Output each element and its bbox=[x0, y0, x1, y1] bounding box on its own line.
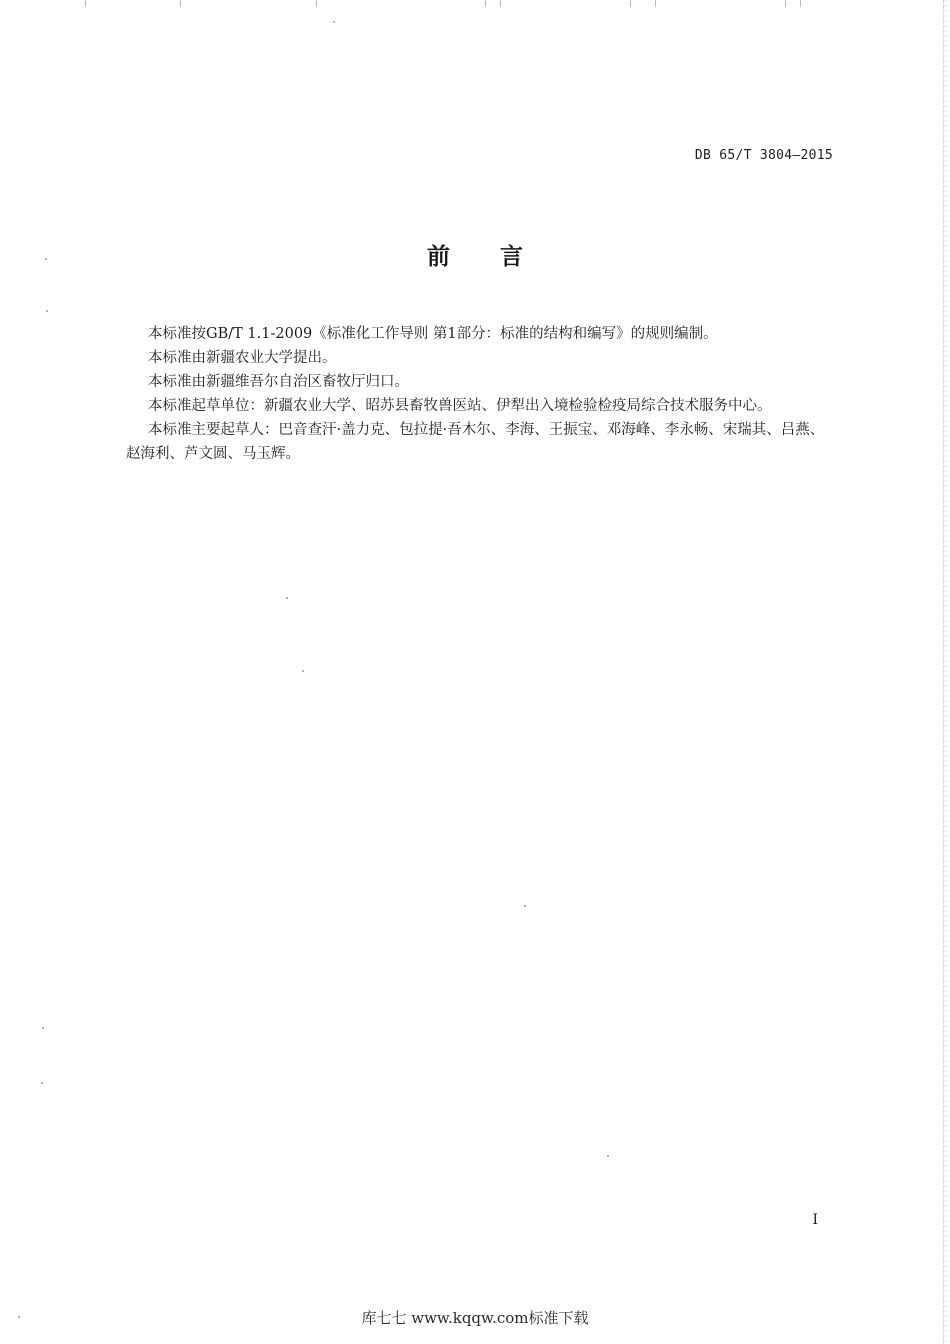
foreword-body bbox=[126, 322, 836, 466]
scan-tick bbox=[785, 0, 786, 7]
scan-right-edge bbox=[943, 0, 948, 1344]
scan-speck bbox=[333, 21, 335, 23]
scan-speck bbox=[42, 1027, 44, 1029]
scan-tick bbox=[655, 0, 656, 7]
paragraph-under-jurisdiction: 本标准由新疆维吾尔自治区畜牧厅归口。 bbox=[148, 374, 409, 390]
standard-number: DB 65/T 3804—2015 bbox=[694, 148, 833, 163]
footer-watermark: 库七七 www.kqqw.com标准下载 bbox=[361, 1309, 589, 1327]
scan-speck bbox=[607, 1155, 609, 1157]
paragraph-drafting-units: 本标准起草单位：新疆农业大学、昭苏县畜牧兽医站、伊犁出入境检验检疫局综合技术服务中心。 bbox=[148, 398, 772, 414]
scan-speck bbox=[41, 1082, 43, 1084]
scan-tick bbox=[800, 0, 801, 7]
scan-tick bbox=[630, 0, 631, 7]
paragraph-drafting-rules: 本标准按GB/T 1.1-2009《标准化工作导则 第1部分：标准的结构和编写》的规则编制。 bbox=[148, 326, 718, 342]
scan-speck bbox=[286, 597, 288, 599]
scan-tick bbox=[485, 0, 486, 7]
scan-tick bbox=[500, 0, 501, 7]
scan-top-edge bbox=[0, 0, 950, 8]
scan-speck bbox=[302, 670, 304, 672]
paragraph-proposed-by: 本标准由新疆农业大学提出。 bbox=[148, 350, 337, 366]
paragraph-main-drafters: 本标准主要起草人：巴音查汗·盖力克、包拉提·吾木尔、李海、王振宝、邓海峰、李永畅、宋瑞其、吕燕、赵海利、芦文圆、马玉辉。 bbox=[126, 422, 825, 462]
scan-tick bbox=[316, 0, 317, 7]
scan-tick bbox=[85, 0, 86, 7]
scan-speck bbox=[524, 905, 526, 907]
scan-speck bbox=[46, 310, 48, 312]
scan-tick bbox=[180, 0, 181, 7]
page-title: 前言 bbox=[427, 244, 573, 270]
page-number: I bbox=[812, 1212, 818, 1228]
